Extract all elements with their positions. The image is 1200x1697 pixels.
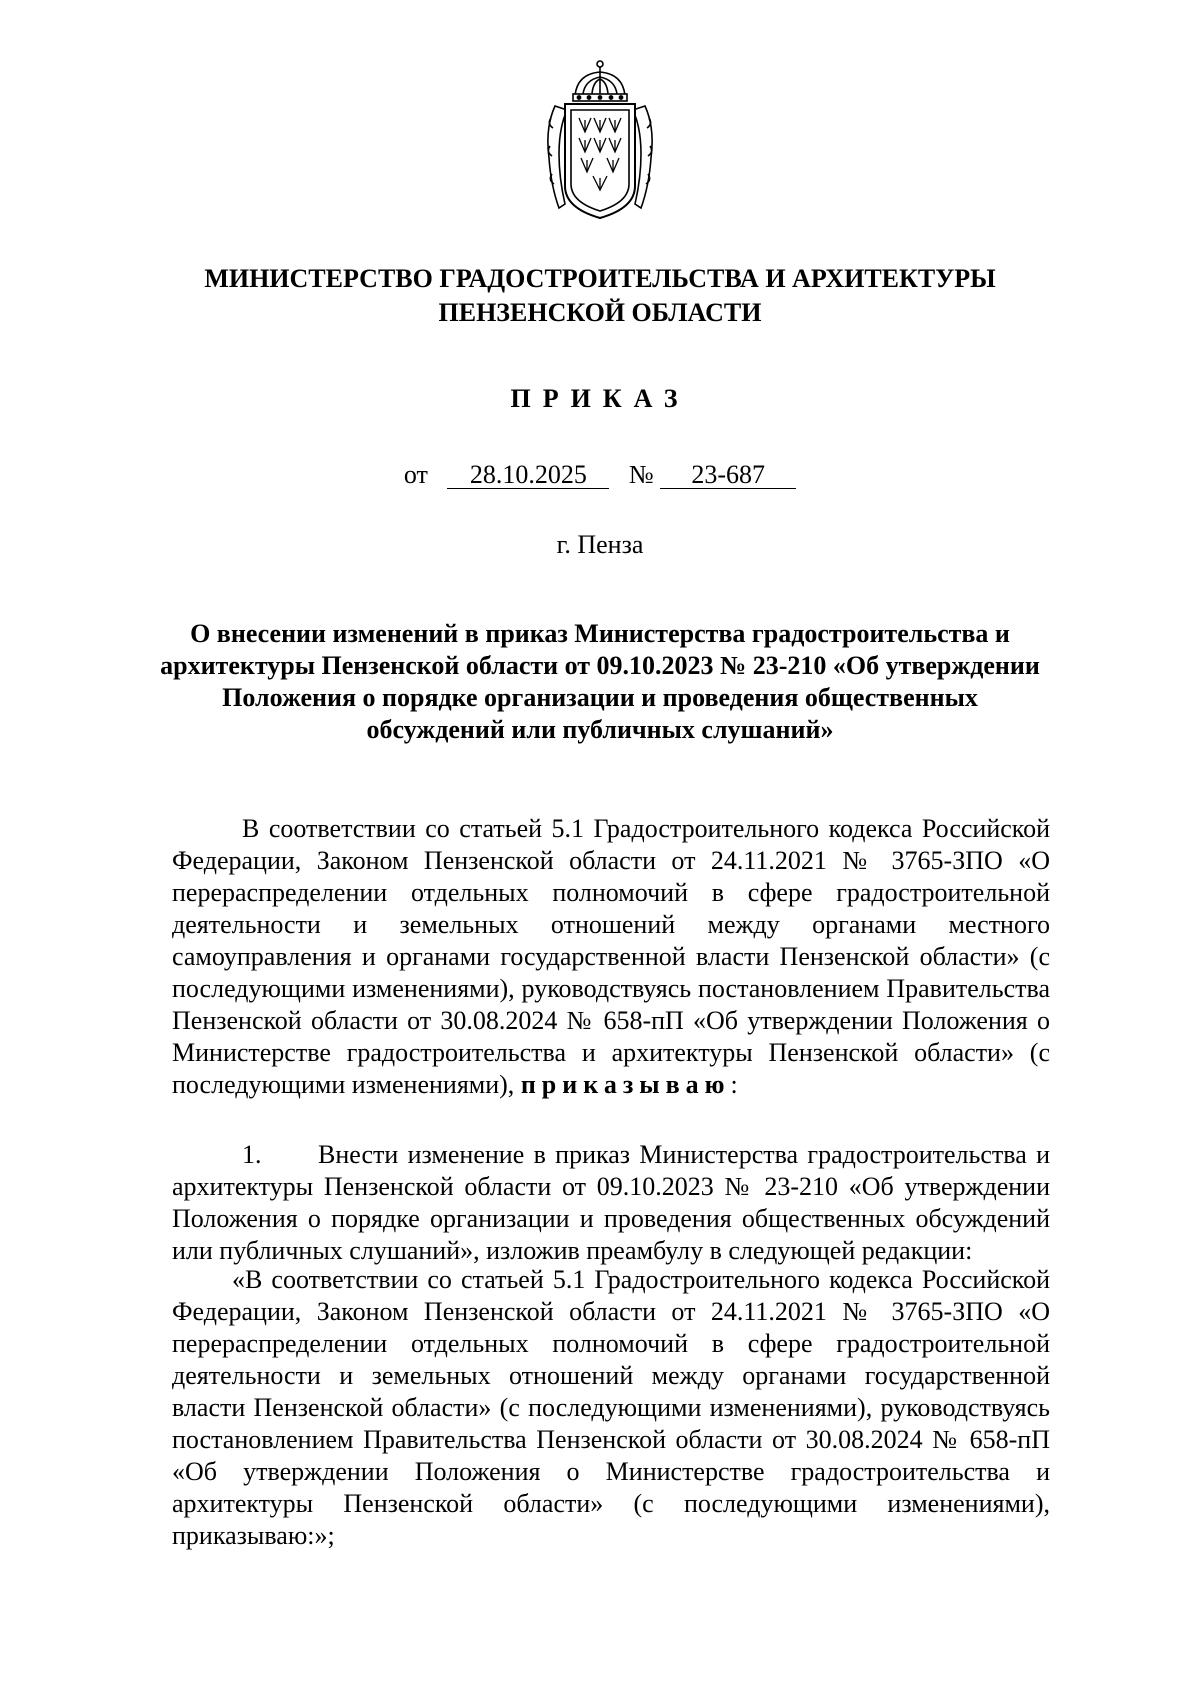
order-number: 23-687: [660, 462, 796, 489]
order-title: ПРИКАЗ: [510, 384, 690, 413]
order-date: 28.10.2025: [447, 462, 609, 489]
subject-line1: О внесении изменений в приказ Министерства градостроительства и: [190, 619, 1010, 648]
ministry-name-line1: МИНИСТЕРСТВО ГРАДОСТРОИТЕЛЬСТВА И АРХИТЕКТУРЫ: [204, 264, 996, 293]
item-1-number: 1.: [242, 1140, 262, 1169]
subject-line2: архитектуры Пензенской области от 09.10.2023 № 23-210 «Об утверждении: [160, 651, 1040, 680]
subject-line4: обсуждений или публичных слушаний»: [366, 715, 834, 744]
number-label: №: [628, 460, 654, 489]
order-date-number-line: [150, 458, 1050, 492]
from-label: от: [403, 460, 428, 489]
item-1-paragraph: [172, 1139, 1050, 1267]
ministry-name: [150, 262, 1050, 330]
subject-line3: Положения о порядке организации и проведения общественных: [222, 683, 978, 712]
item-1-text: Внести изменение в приказ Министерства градостроительства и архитектуры Пензенской области от 09.10.2023 № 23-210 «Об утверждении Положения о порядке организации и проведения общественных обсуждений или публичных слушаний», изложив преамбулу в следующей редакции:: [172, 1140, 1050, 1265]
coat-of-arms-emblem-icon: [535, 58, 665, 220]
issuing-city: г. Пенза: [556, 530, 644, 559]
order-word: приказываю: [520, 1070, 731, 1099]
preamble-paragraph: [172, 813, 1050, 1101]
quoted-preamble-paragraph: «В соответствии со статьей 5.1 Градостроительного кодекса Российской Федерации, Законом Пензенской области от 24.11.2021 № 3765-ЗПО «О перераспределении отдельных полномочий в сфере градостроительной деятельности и земельных отношений между органами государственной власти Пензенской области» (с последующими изменениями), руководствуясь постановлением Правительства Пензенской области от 30.08.2024 № 658-пП «Об утверждении Положения о Министерстве градостроительства и архитектуры Пензенской области» (с последующими изменениями), приказываю:»;: [172, 1265, 1050, 1550]
ministry-name-line2: ПЕНЗЕНСКОЙ ОБЛАСТИ: [438, 298, 762, 327]
preamble-end: :: [730, 1070, 738, 1099]
preamble-text: В соответствии со статьей 5.1 Градостроительного кодекса Российской Федерации, Законом Пензенской области от 24.11.2021 № 3765-ЗПО «О перераспределении отдельных полномочий в сфере градостроительной деятельности и земельных отношений между органами местного самоуправления и органами государственной власти Пензенской области» (с последующими изменениями), руководствуясь постановлением Правительства Пензенской области от 30.08.2024 № 658-пП «Об утверждении Положения о Министерстве градостроительства и архитектуры Пензенской области» (с последующими изменениями),: [172, 814, 1050, 1099]
order-subject: [160, 618, 1040, 746]
